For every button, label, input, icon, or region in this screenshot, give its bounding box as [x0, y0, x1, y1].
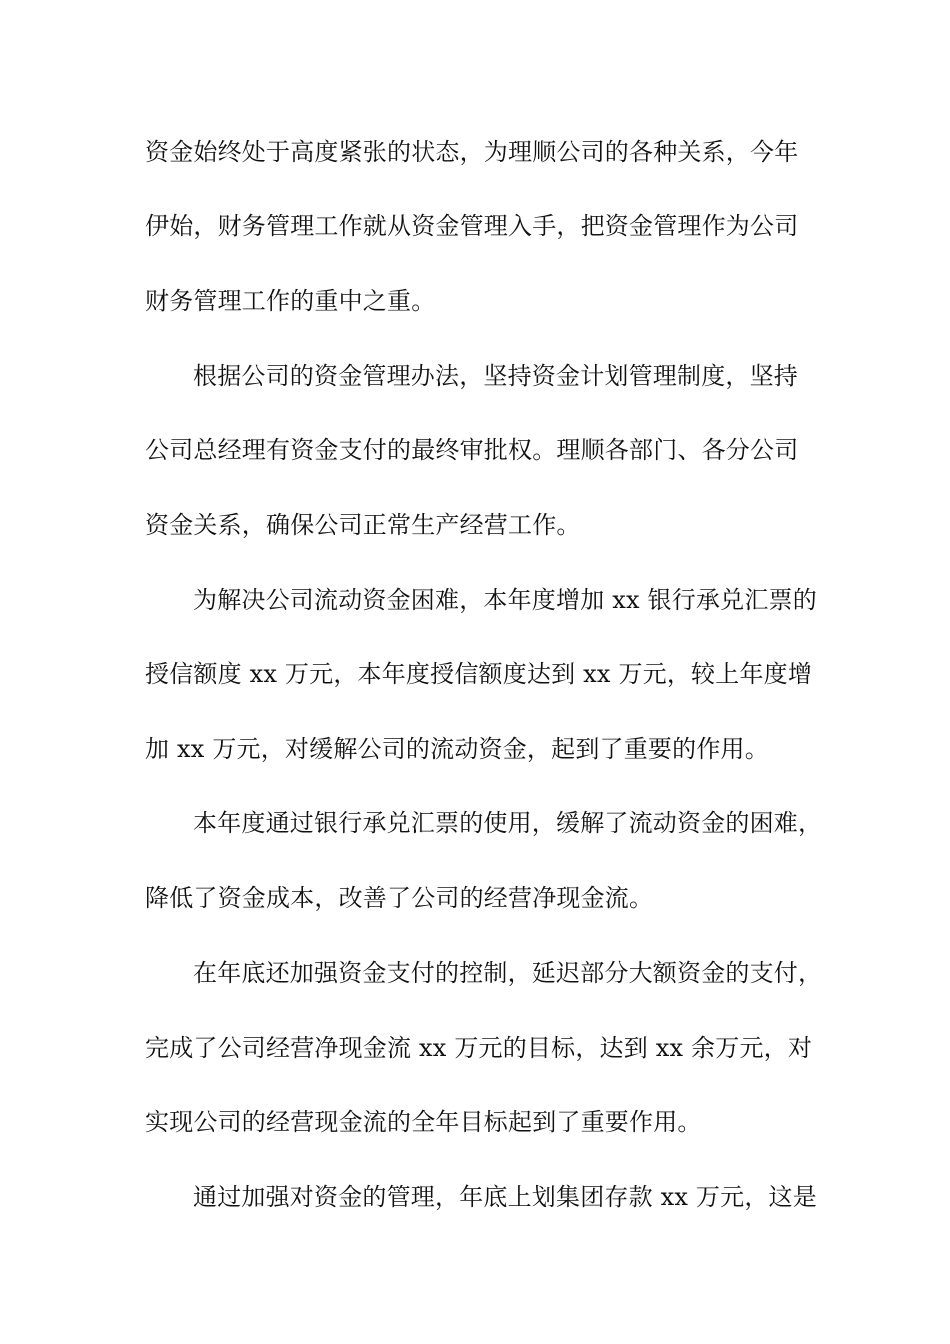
paragraph-3-line-3: 加 xx 万元，对缓解公司的流动资金，起到了重要的作用。 [145, 735, 769, 763]
text-line-1: 资金始终处于高度紧张的状态，为理顺公司的各种关系，今年 [145, 138, 799, 166]
text-line-3: 财务管理工作的重中之重。 [145, 287, 436, 315]
paragraph-5-line-3: 实现公司的经营现金流的全年目标起到了重要作用。 [145, 1108, 702, 1136]
paragraph-3-line-1: 为解决公司流动资金困难，本年度增加 xx 银行承兑汇票的 [193, 586, 817, 614]
paragraph-2-line-2: 公司总经理有资金支付的最终审批权。理顺各部门、各分公司 [145, 436, 799, 464]
paragraph-4-line-1: 本年度通过银行承兑汇票的使用，缓解了流动资金的困难， [193, 809, 823, 837]
paragraph-5-line-1: 在年底还加强资金支付的控制，延迟部分大额资金的支付， [193, 959, 823, 987]
paragraph-2-line-3: 资金关系，确保公司正常生产经营工作。 [145, 511, 581, 539]
paragraph-4-line-2: 降低了资金成本，改善了公司的经营净现金流。 [145, 884, 654, 912]
text-line-2: 伊始，财务管理工作就从资金管理入手，把资金管理作为公司 [145, 212, 799, 240]
paragraph-5-line-2: 完成了公司经营净现金流 xx 万元的目标，达到 xx 余万元，对 [145, 1034, 813, 1062]
paragraph-2-line-1: 根据公司的资金管理办法，坚持资金计划管理制度，坚持 [193, 362, 798, 390]
paragraph-3-line-2: 授信额度 xx 万元，本年度授信额度达到 xx 万元，较上年度增 [145, 660, 813, 688]
paragraph-6-line-1: 通过加强对资金的管理，年底上划集团存款 xx 万元，这是 [193, 1183, 817, 1211]
